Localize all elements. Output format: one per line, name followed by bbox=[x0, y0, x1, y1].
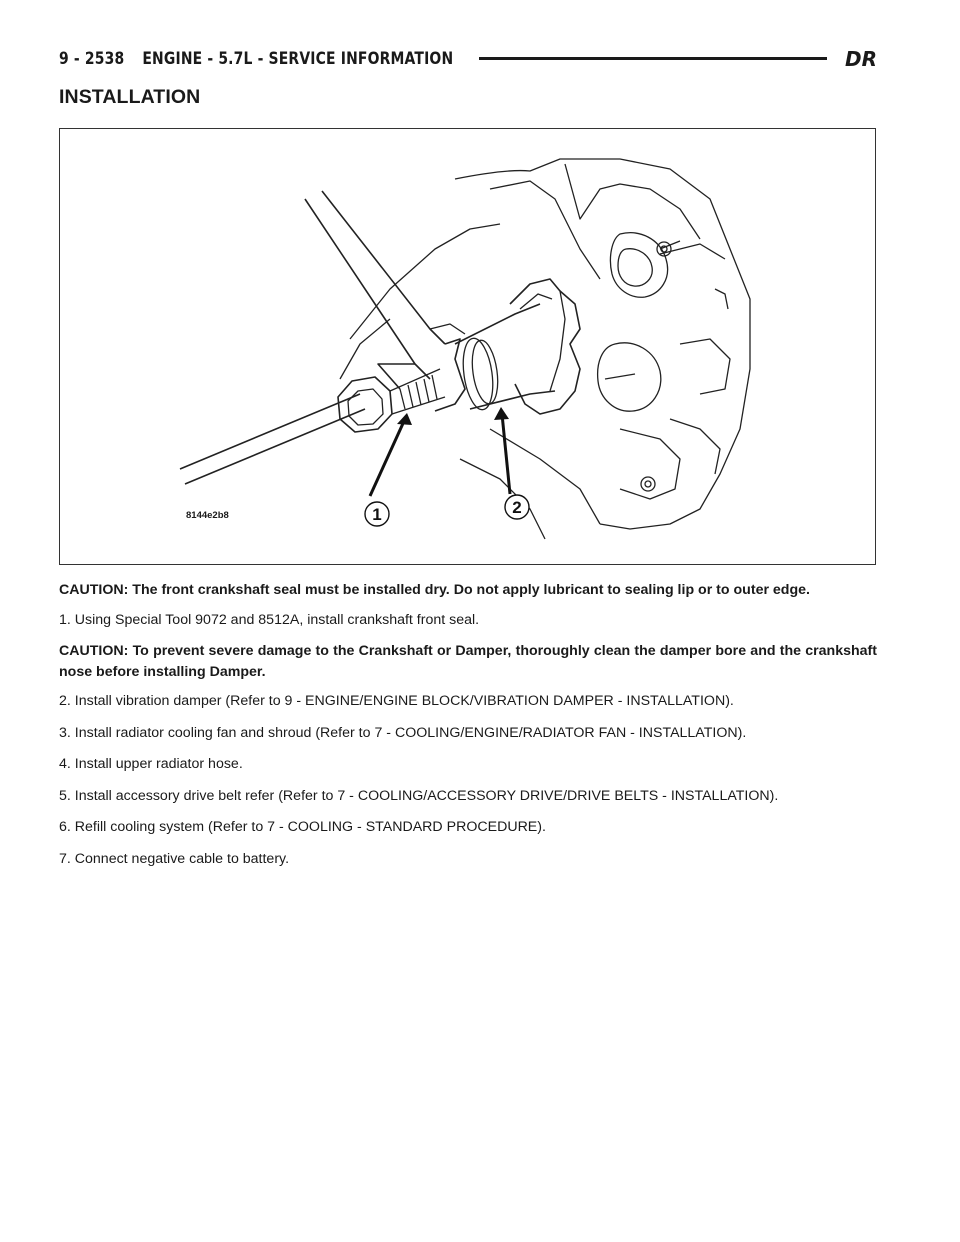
figure-code: 8144e2b8 bbox=[186, 510, 229, 521]
procedure-body bbox=[59, 580, 877, 880]
callout-2: 2 bbox=[512, 498, 522, 517]
callout-1: 1 bbox=[372, 505, 382, 524]
procedure-step: 1. Using Special Tool 9072 and 8512A, install crankshaft front seal. bbox=[59, 611, 480, 628]
procedure-step: 6. Refill cooling system (Refer to 7 - COOLING - STANDARD PROCEDURE). bbox=[59, 819, 546, 835]
procedure-step: 2. Install vibration damper (Refer to 9 - ENGINE/ENGINE BLOCK/VIBRATION DAMPER - INSTALLATION). bbox=[59, 693, 734, 709]
caution-note: CAUTION: The front crankshaft seal must be installed dry. Do not apply lubricant to sealing lip or to outer edge. bbox=[59, 582, 810, 598]
page-reference: 9 - 2538 bbox=[59, 49, 125, 69]
installation-illustration bbox=[59, 128, 876, 565]
procedure-step: 3. Install radiator cooling fan and shroud (Refer to 7 - COOLING/ENGINE/RADIATOR FAN - INSTALLATION). bbox=[59, 724, 747, 741]
procedure-step: 5. Install accessory drive belt refer (Refer to 7 - COOLING/ACCESSORY DRIVE/DRIVE BELTS - INSTALLATION). bbox=[59, 787, 779, 804]
procedure-step: 7. Connect negative cable to battery. bbox=[59, 850, 290, 867]
model-code: DR bbox=[844, 47, 877, 71]
header-rule bbox=[479, 57, 827, 60]
caution-note: CAUTION: To prevent severe damage to the Crankshaft or Damper, thoroughly clean the damper bore and the crankshaft nose before installing Damper. bbox=[59, 643, 877, 680]
section-title: INSTALLATION bbox=[59, 86, 201, 108]
procedure-step: 4. Install upper radiator hose. bbox=[59, 756, 243, 772]
header-text bbox=[59, 49, 453, 69]
page-header bbox=[59, 46, 877, 72]
tool-installation-drawing bbox=[60, 129, 875, 564]
manual-section-title: ENGINE - 5.7L - SERVICE INFORMATION bbox=[142, 49, 454, 69]
